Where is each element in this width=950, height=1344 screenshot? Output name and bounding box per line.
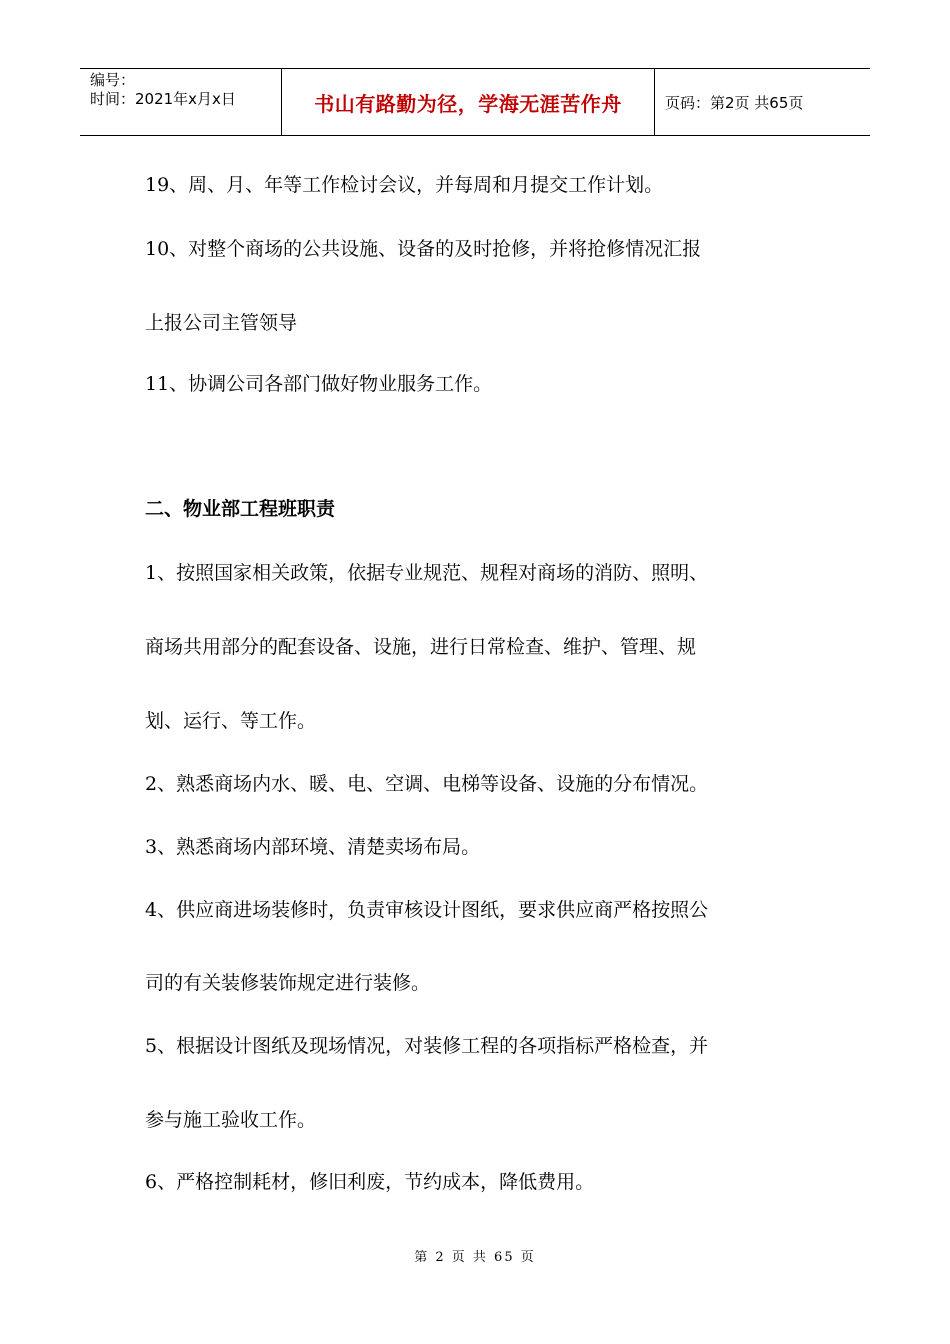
header-meta [80,69,282,135]
header-motto: 书山有路勤为径，学海无涯苦作舟 [314,91,622,116]
paragraph: 1、按照国家相关政策，依据专业规范、规程对商场的消防、照明、 [145,562,709,584]
paragraph: 6、严格控制耗材，修旧利废，节约成本，降低费用。 [145,1171,595,1193]
paragraph: 上报公司主管领导 [145,312,298,334]
paragraph: 10、对整个商场的公共设施、设备的及时抢修，并将抢修情况汇报 [145,238,702,260]
paragraph: 划、运行、等工作。 [145,710,317,732]
section-title: 二、物业部工程班职责 [145,498,336,520]
document-number-label: 编号： [90,71,136,89]
page-footer: 第 2 页 共 65 页 [414,1250,536,1265]
paragraph: 19、周、月、年等工作检讨会议，并每周和月提交工作计划。 [145,174,664,196]
document-header [80,68,870,136]
paragraph: 5、根据设计图纸及现场情况，对装修工程的各项指标严格检查，并 [145,1035,709,1057]
paragraph: 司的有关装修装饰规定进行装修。 [145,972,431,994]
paragraph: 商场共用部分的配套设备、设施，进行日常检查、维护、管理、规 [145,636,697,658]
paragraph: 2、熟悉商场内水、暖、电、空调、电梯等设备、设施的分布情况。 [145,773,709,795]
document-date: 时间：2021年x月x日 [90,90,236,108]
header-page-number: 页码：第2页 共65页 [665,93,804,112]
paragraph: 参与施工验收工作。 [145,1109,317,1131]
header-motto-cell [282,69,655,135]
paragraph: 4、供应商进场装修时，负责审核设计图纸，要求供应商严格按照公 [145,899,709,921]
paragraph: 11、协调公司各部门做好物业服务工作。 [145,373,493,395]
paragraph: 3、熟悉商场内部环境、清楚卖场布局。 [145,836,481,858]
header-page-cell [655,69,870,135]
